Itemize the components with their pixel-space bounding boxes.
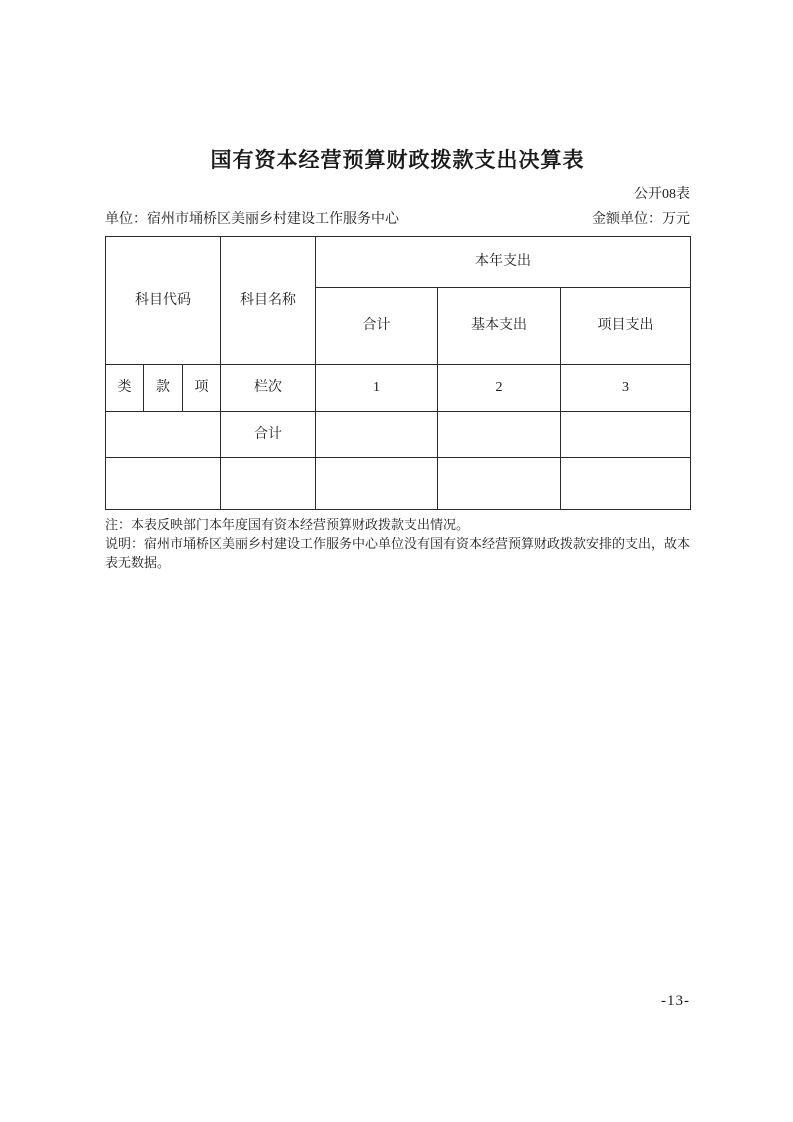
- cell-total: [316, 412, 438, 458]
- header-column-label: 栏次: [221, 365, 316, 412]
- table-notes: [105, 515, 690, 572]
- cell-total: [316, 458, 438, 510]
- page-title: 国有资本经营预算财政拨款支出决算表: [210, 148, 585, 172]
- cell-basic: [438, 458, 561, 510]
- header-col-number-1: 1: [316, 365, 438, 412]
- table-row-empty: [106, 458, 691, 510]
- header-subject-code: 科目代码: [106, 237, 221, 365]
- form-code-label: 公开08表: [634, 187, 690, 202]
- unit-info-row: [105, 211, 690, 229]
- header-col-number-3: 3: [561, 365, 691, 412]
- header-col-number-2: 2: [438, 365, 561, 412]
- table-header-row-1: [106, 237, 691, 288]
- budget-table: [105, 236, 691, 510]
- cell-project: [561, 458, 691, 510]
- header-class: 类: [106, 365, 144, 412]
- header-item: 项: [183, 365, 221, 412]
- description-line: 说明：宿州市埇桥区美丽乡村建设工作服务中心单位没有国有资本经营预算财政拨款安排的支出，故本表无数据。: [105, 536, 691, 570]
- header-total: 合计: [316, 288, 438, 365]
- header-section: 款: [144, 365, 183, 412]
- table-row-total: [106, 412, 691, 458]
- unit-name-label: 单位：宿州市埇桥区美丽乡村建设工作服务中心: [105, 212, 399, 227]
- document-content: [105, 146, 690, 572]
- amount-unit-label: 金额单位：万元: [592, 212, 690, 227]
- cell-name: [221, 458, 316, 510]
- note-line: 注：本表反映部门本年度国有资本经营预算财政拨款支出情况。: [105, 517, 470, 532]
- cell-code: [106, 412, 221, 458]
- cell-project: [561, 412, 691, 458]
- page-number: -13-: [661, 993, 690, 1009]
- header-basic-expenditure: 基本支出: [438, 288, 561, 365]
- cell-code: [106, 458, 221, 510]
- header-current-year-expenditure: 本年支出: [316, 237, 691, 288]
- header-project-expenditure: 项目支出: [561, 288, 691, 365]
- cell-name: 合计: [221, 412, 316, 458]
- header-subject-name: 科目名称: [221, 237, 316, 365]
- cell-basic: [438, 412, 561, 458]
- table-header-row-3: [106, 365, 691, 412]
